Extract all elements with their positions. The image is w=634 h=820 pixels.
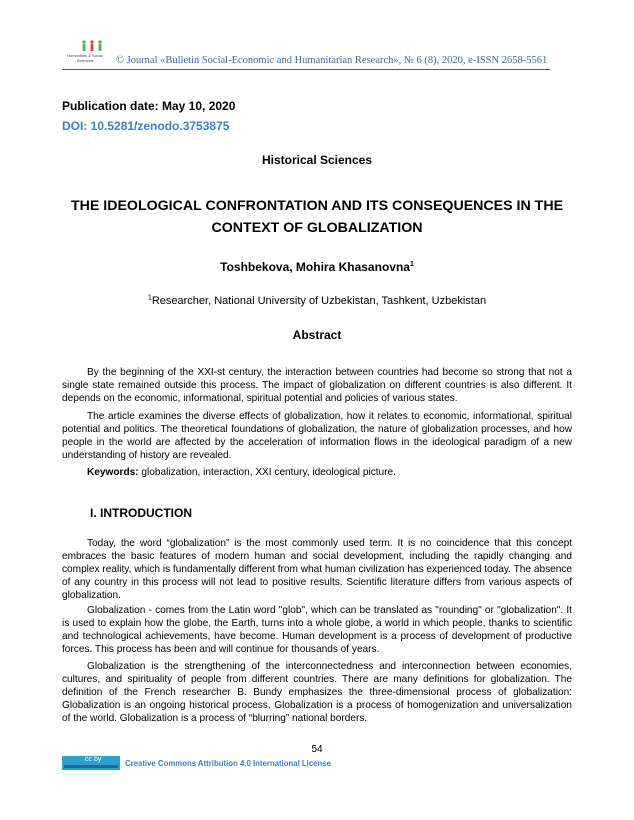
doi-link[interactable]: DOI: 10.5281/zenodo.3753875 [62, 119, 230, 133]
keywords-label: Keywords: [87, 467, 139, 478]
introduction-paragraph: Today, the word “globalization” is the most commonly used term. It is no coincidence that this concept embraces the basic features of modern human and social development, including the rapidly changing and complex reality, which is fundamentally different from what human civilization has experienced today. The absence of any country in this process will not lead to positive results. Scientific literature differs from various aspects of globalization. [62, 538, 572, 601]
abstract-paragraph: The article examines the diverse effects of globalization, how it relates to economic, informational, spiritual potential and politics. The theoretical foundations of globalization, the nature of globalization processes, and how people in the world are affected by the acceleration of information flows in the ideological paradigm of a new understanding of history are revealed. [62, 411, 572, 461]
affiliation-sup: 1 [147, 294, 152, 302]
section-label: Historical Sciences [261, 153, 373, 167]
keywords-list: globalization, interaction, XXI century, ideological picture. [138, 467, 396, 478]
abstract-heading: Abstract [292, 328, 342, 342]
affiliation-line [62, 295, 572, 307]
people-logo-icon [80, 40, 104, 52]
affiliation: Researcher, National University of Uzbekistan, Tashkent, Uzbekistan [151, 295, 487, 307]
cc-by-icon: cc by [85, 756, 102, 763]
introduction-paragraph: Globalization is the strengthening of the interconnectedness and interconnection between economies, cultures, and spirituality of people from different countries. There are many definitions for globalization. The definition of the French researcher B. Bundy emphasizes the three-dimensional process of globalization: Globalization is an ongoing historical process, Globalization is a process of homogenization and universalization of the world. Globalization is a process of “blurring” national borders. [62, 661, 572, 724]
introduction-heading: I. INTRODUCTION [90, 506, 192, 520]
cc-badge-bar [64, 765, 118, 768]
author-sup: 1 [409, 261, 414, 268]
journal-logo [62, 40, 108, 66]
abstract-paragraph: By the beginning of the XXI-st century, the interaction between countries had become so strong that not a single state remained outside this process. The impact of globalization on different countries is also different. It depends on the economic, informational, spiritual potential and policies of various states. [62, 367, 572, 404]
keywords-line [62, 466, 572, 479]
journal-header: © Journal «Bulletin Social-Economic and Humanitarian Research», № 6 (8), 2020, e-ISSN 2658-5561 [116, 55, 548, 66]
license-link[interactable]: Creative Commons Attribution 4.0 International License [125, 759, 331, 768]
logo-text-line1: Humanities & Social [67, 53, 103, 58]
page-number: 54 [311, 744, 323, 755]
introduction-paragraph: Globalization - comes from the Latin word "glob", which can be translated as "rounding" or "globalization". It is used to explain how the globe, the Earth, turns into a whole globe, a world in which people, thanks to scientific and technological achievements, have become. Human development is a process of development of productive forces. This process has been and will continue for thousands of years. [62, 605, 572, 655]
title-line-2: CONTEXT OF GLOBALIZATION [211, 220, 423, 236]
header-divider [62, 69, 550, 70]
publication-date: Publication date: May 10, 2020 [62, 99, 236, 113]
author-name: Toshbekova, Mohira Khasanovna [220, 260, 410, 274]
title-line-1: THE IDEOLOGICAL CONFRONTATION AND ITS CONSEQUENCES IN THE [70, 198, 564, 214]
paper-title [62, 195, 572, 239]
cc-license-badge[interactable] [62, 756, 120, 770]
author-line [62, 260, 572, 274]
logo-text-line2: Sciences [76, 58, 94, 63]
